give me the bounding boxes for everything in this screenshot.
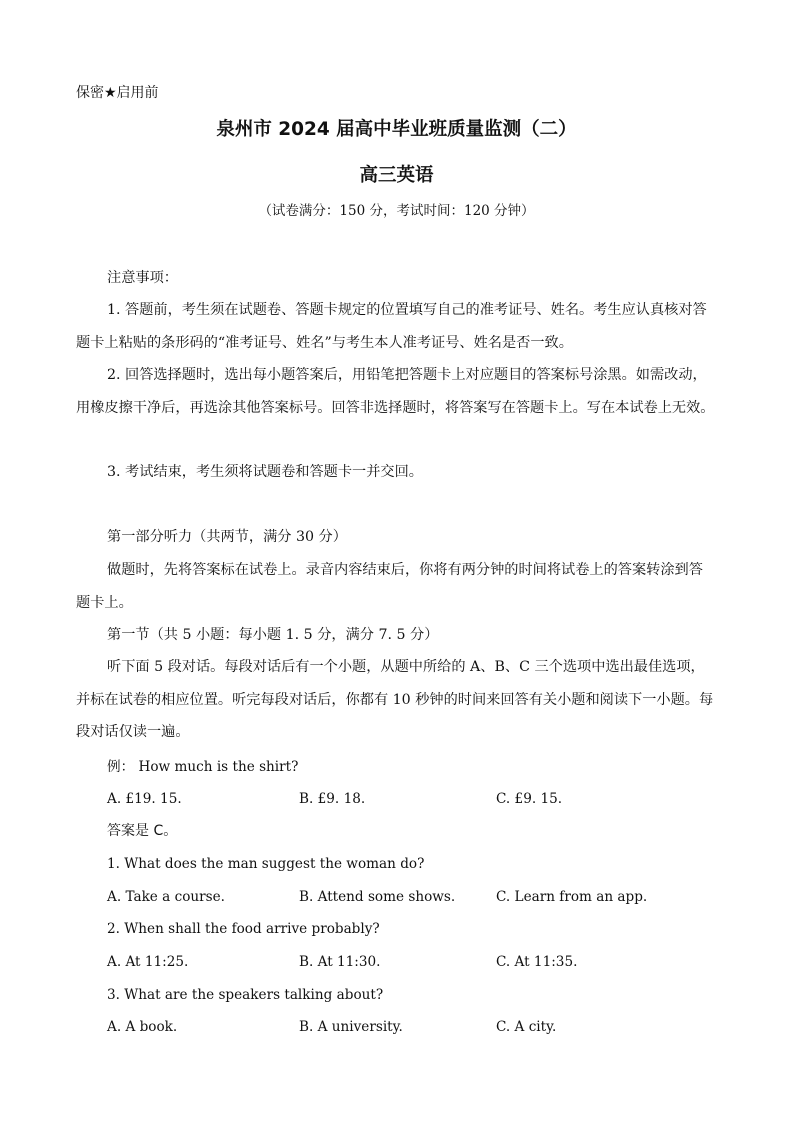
example-option-b: B. £9. 18. bbox=[299, 791, 366, 807]
section1-heading: 第一节（共 5 小题：每小题 1. 5 分，满分 7. 5 分） bbox=[107, 627, 439, 643]
question-3-option-a: A. A book. bbox=[107, 1019, 178, 1035]
exam-title: 泉州市 2024 届高中毕业班质量监测（二） bbox=[216, 119, 577, 140]
section1-instruction: 听下面 5 段对话。每段对话后有一个小题，从题中所给的 A、B、C 三个选项中选出最佳选项，并标在试卷的相应位置。听完每段对话后，你都有 10 秒钟的时间来回答有关小题和阅读下一小题。每段对话仅读一遍。 bbox=[76, 659, 714, 740]
example-option-c: C. £9. 15. bbox=[496, 791, 563, 807]
notes-heading: 注意事项： bbox=[107, 270, 178, 286]
question-1-option-a: A. Take a course. bbox=[107, 889, 225, 905]
question-3: 3. What are the speakers talking about? bbox=[107, 987, 384, 1003]
part1-heading: 第一部分听力（共两节，满分 30 分） bbox=[107, 529, 347, 545]
question-2-option-b: B. At 11:30. bbox=[299, 954, 381, 970]
exam-info: （试卷满分：150 分，考试时间：120 分钟） bbox=[258, 203, 535, 219]
notes-item-1: 1. 答题前，考生须在试题卷、答题卡规定的位置填写自己的准考证号、姓名。考生应认真核对答题卡上粘贴的条形码的“准考证号、姓名”与考生本人准考证号、姓名是否一致。 bbox=[76, 302, 707, 351]
question-2: 2. When shall the food arrive probably? bbox=[107, 921, 380, 937]
notes-item-3: 3. 考试结束，考生须将试题卷和答题卡一并交回。 bbox=[107, 464, 423, 480]
example-question: 例： How much is the shirt? bbox=[107, 759, 299, 775]
question-2-option-a: A. At 11:25. bbox=[107, 954, 189, 970]
part1-instruction: 做题时，先将答案标在试卷上。录音内容结束后，你将有两分钟的时间将试卷上的答案转涂到答题卡上。 bbox=[76, 562, 703, 611]
example-option-a: A. £19. 15. bbox=[107, 791, 182, 807]
question-1-option-c: C. Learn from an app. bbox=[496, 889, 648, 905]
exam-subject: 高三英语 bbox=[359, 165, 434, 186]
example-answer: 答案是 C。 bbox=[107, 823, 178, 839]
question-1-option-b: B. Attend some shows. bbox=[299, 889, 456, 905]
question-1: 1. What does the man suggest the woman do? bbox=[107, 856, 425, 872]
question-3-option-c: C. A city. bbox=[496, 1019, 557, 1035]
secret-mark: 保密★启用前 bbox=[76, 85, 159, 101]
question-3-option-b: B. A university. bbox=[299, 1019, 403, 1035]
notes-item-2: 2. 回答选择题时，选出每小题答案后，用铅笔把答题卡上对应题目的答案标号涂黑。如需改动，用橡皮擦干净后，再选涂其他答案标号。回答非选择题时，将答案写在答题卡上。写在本试卷上无效。 bbox=[76, 367, 715, 416]
question-2-option-c: C. At 11:35. bbox=[496, 954, 578, 970]
